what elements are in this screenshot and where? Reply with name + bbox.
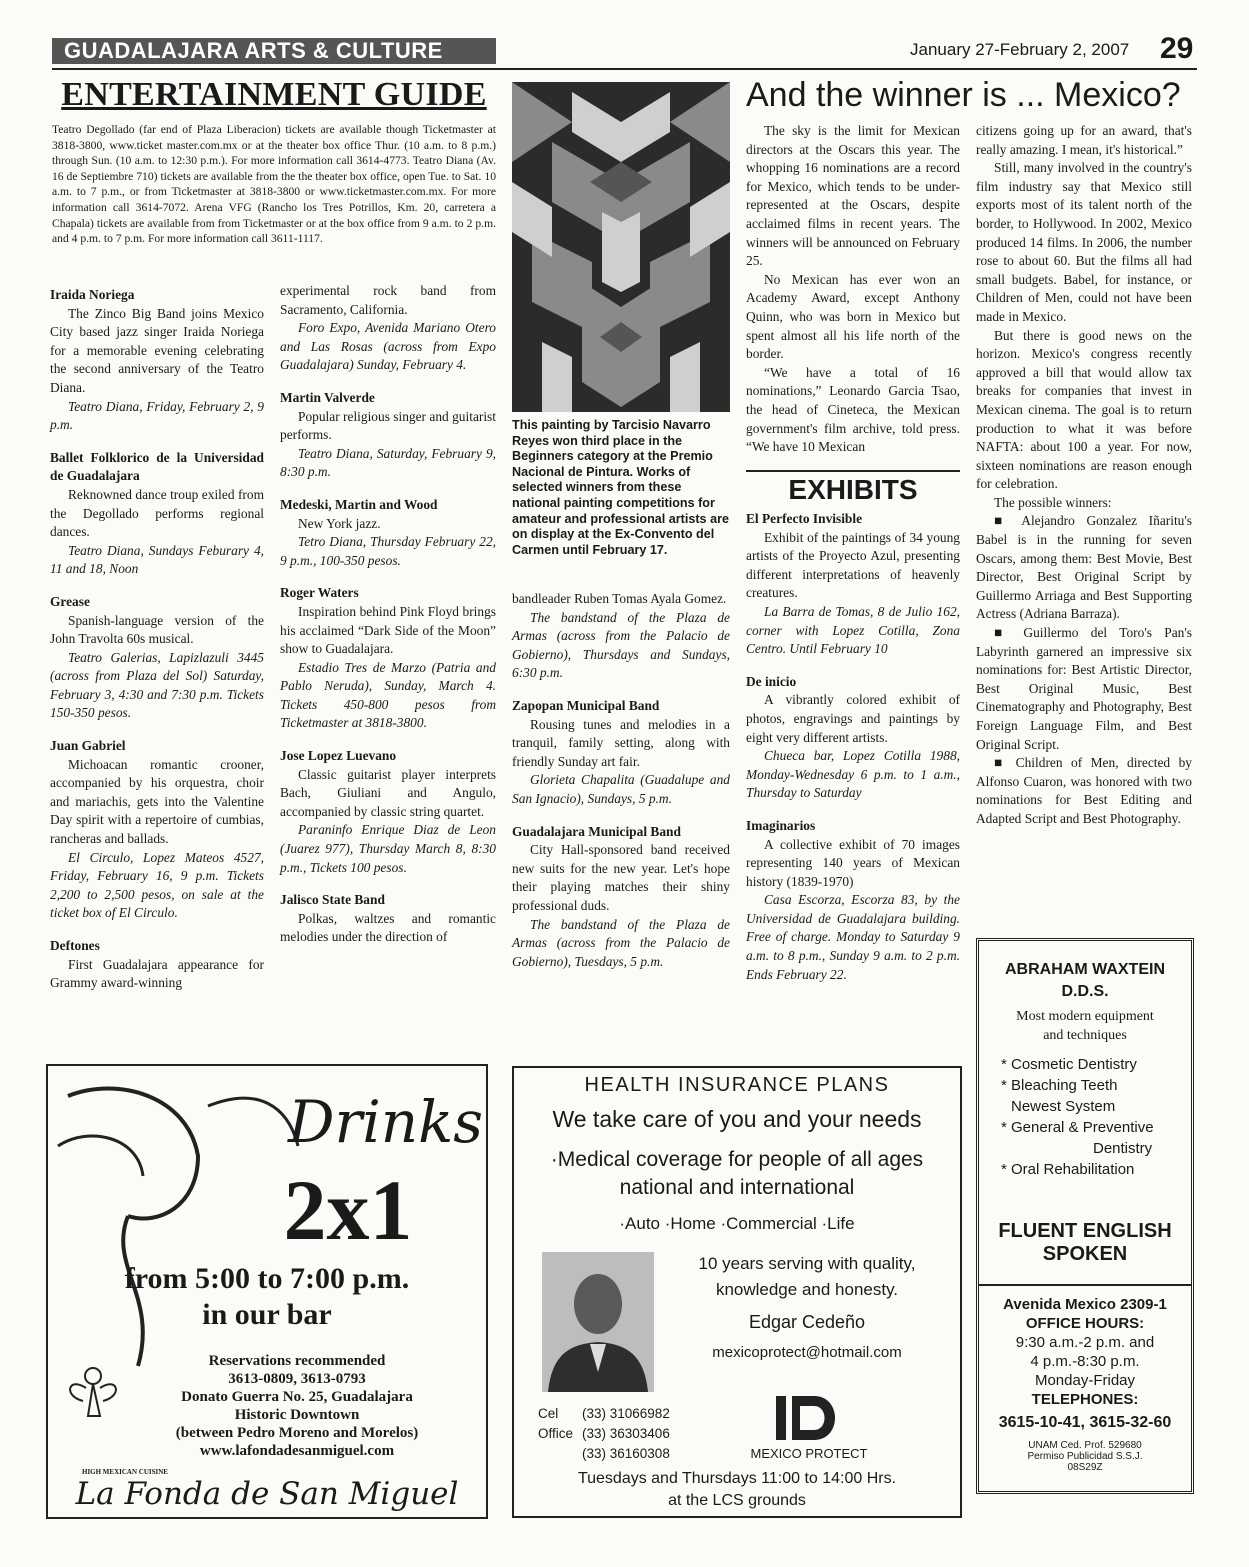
listing-text: New York jazz. <box>298 515 381 531</box>
listing-text: Exhibit of the paintings of 34 young artists of the Proyecto Azul, presenting different interpretations of heavenly creatures. <box>746 529 960 601</box>
service-oral: * Oral Rehabilitation <box>1001 1161 1135 1178</box>
office-number-2: (33) 36160308 <box>582 1446 670 1461</box>
hours-line-2: 4 p.m.-8:30 p.m. <box>1030 1353 1140 1370</box>
dentist-degree: D.D.S. <box>1061 983 1109 1000</box>
office-hours-line-2: at the LCS grounds <box>668 1492 806 1509</box>
listing-text: Polkas, waltzes and romantic melodies under the direction of <box>280 910 496 945</box>
guide-column-1 <box>50 286 264 993</box>
listing-heading: Ballet Folklorico de la Universidad de Guadalajara <box>50 449 264 484</box>
listing-text: Still, many involved in the country's film industry say that Mexico still exports most of its talent north of the border, to Hollywood. In 2002, Mexico produced 14 films. In 2006, the number rose to about 60. But the films all had small budgets. Babel, for instance, or Children of Men, could not have been made in Mexico. <box>976 160 1192 324</box>
listing-heading: De inicio <box>746 673 797 689</box>
listing-venue: Foro Expo, Avenida Mariano Otero and Las Rosas (across from Expo Guadalajara) Sunday, February 4. <box>280 320 496 373</box>
dentist-advertisement <box>976 938 1194 1494</box>
coverage-line-1: ·Medical coverage for people of all ages <box>550 1148 924 1171</box>
listing-text: City Hall-sponsored band received new suits for the new year. Let's hope their playing matches their shiny professional duds. <box>512 842 730 913</box>
dentist-address: Avenida Mexico 2309-1 <box>979 1284 1191 1313</box>
listing-heading: Jose Lopez Luevano <box>280 748 397 764</box>
restaurant-name: La Fonda de San Miguel <box>75 1476 459 1512</box>
reservation-block <box>108 1352 486 1460</box>
listing-venue: The bandstand of the Plaza de Armas (across from the Palacio de Gobierno), Thursdays and Sundays, 6:30 p.m. <box>512 609 730 681</box>
article-headline: And the winner is ... Mexico? <box>746 76 1181 114</box>
listing-text: Classic guitarist player interprets Bach, Giuliani and Angulo, accompanied by classic string quartet. <box>280 766 496 819</box>
listing-heading: Medeski, Martin and Wood <box>280 496 438 512</box>
listing-heading: Grease <box>50 593 90 609</box>
telephones-label: TELEPHONES: <box>1031 1391 1139 1408</box>
listing-venue: Estadio Tres de Marzo (Patria and Pablo Neruda), Sunday, March 4. Tickets 450-800 pesos from Ticketmaster at 3818-3800. <box>280 659 496 731</box>
restaurant-cross-streets: (between Pedro Moreno and Morelos) <box>175 1425 419 1441</box>
listing-venue: Tetro Diana, Thursday February 22, 9 p.m., 100-350 pesos. <box>280 534 496 568</box>
painting-caption: This painting by Tarcisio Navarro Reyes won third place in the Beginners category at the Premio Nacional de Pintura. Works of selected winners from these national painting competitions for amateur and professional artists are on display at the Ex-Convento del Carmen until February 17. <box>512 418 729 557</box>
listing-text: Spanish-language version of the John Travolta 60s musical. <box>50 612 264 647</box>
insurance-slogan: We take care of you and your needs <box>552 1106 922 1132</box>
cuisine-tagline: HIGH MEXICAN CUISINE <box>82 1468 168 1476</box>
english-line-1: FLUENT ENGLISH <box>998 1220 1172 1242</box>
happy-hour-time: from 5:00 to 7:00 p.m. <box>124 1262 410 1295</box>
listing-text: ■ Children of Men, directed by Alfonso Cuaron, was honored with two nominations for Best Editing and Adapted Script and Best Photography. <box>976 755 1192 826</box>
agent-portrait-icon <box>542 1252 654 1392</box>
hours-line-1: 9:30 a.m.-2 p.m. and <box>1015 1334 1155 1351</box>
guide-column-2 <box>280 282 496 947</box>
listing-venue: Glorieta Chapalita (Guadalupe and San Ignacio), Sundays, 5 p.m. <box>512 772 730 806</box>
listing-heading: Roger Waters <box>280 585 359 601</box>
article-column-2 <box>976 122 1192 829</box>
cel-label: Cel <box>538 1406 559 1421</box>
service-cosmetic: * Cosmetic Dentistry <box>1001 1056 1137 1073</box>
reservation-note: Reservations recommended <box>208 1353 386 1369</box>
listing-text: A collective exhibit of 70 images representing 140 years of Mexican history (1839-1970) <box>746 836 960 889</box>
listing-text: ■ Alejandro Gonzalez Iñaritu's Babel is in the running for seven Oscars, among them: Best Movie, Best Director, Best Original Script by Guillermo Arriaga and Best Supporting Actress (Adriana Barraza). <box>976 513 1192 622</box>
listing-heading: Deftones <box>50 938 100 953</box>
listing-text: The sky is the limit for Mexican directors at the Oscars this year. The whopping 16 nominations are a record for Mexico, which tends to be under-represented at the Oscars, despite acclaimed films in recent years. The winners will be announced on February 25. <box>746 123 960 269</box>
listing-text: But there is good news on the horizon. Mexico's congress recently approved a bill that would allow tax breaks for companies that invest in Mexican cinema. The goal is to return production to what it was before NAFTA: about 100 a year. For now, sixteen nominations are reason enough for celebration. <box>976 327 1192 492</box>
listing-venue: Teatro Diana, Sundays Feburary 4, 11 and 18, Noon <box>50 542 264 577</box>
equipment-line-2: and techniques <box>1043 1028 1127 1043</box>
mexico-protect-logo-icon <box>762 1392 852 1444</box>
listing-venue: La Barra de Tomas, 8 de Julio 162, corner with Lopez Cotilla, Zona Centro. Until February 10 <box>746 603 960 657</box>
listing-venue: Casa Escorza, Escorza 83, by the Universidad de Guadalajara building. Free of charge. Monday to Saturday 9 a.m. to 8 p.m., Sunday 9 a.m. to 2 p.m. Ends February 22. <box>746 892 960 982</box>
listing-text: Rousing tunes and melodies in a tranquil, family setting, along with friendly Sunday art fair. <box>512 716 730 769</box>
brand-name: MEXICO PROTECT <box>750 1446 868 1461</box>
experience-line-2: knowledge and honesty. <box>715 1280 899 1299</box>
listing-text: Popular religious singer and guitarist performs. <box>280 408 496 443</box>
listing-text: A vibrantly colored exhibit of photos, engravings and paintings by eight very different artists. <box>746 692 960 745</box>
happy-hour-location: in our bar <box>202 1298 332 1331</box>
office-number: (33) 36303406 <box>582 1426 670 1441</box>
listing-venue: El Circulo, Lopez Mateos 4527, Friday, February 16, 9 p.m. Tickets 2,200 to 2,500 pesos, on sale at the ticket box of El Circulo. <box>50 849 264 921</box>
listing-text: Michoacan romantic crooner, accompanied by his orquestra, choir and mariachis, gets into the Valentine Day spirit with a repertoire of cumbias, rancheras and ballads. <box>50 756 264 847</box>
listing-text: “We have a total of 16 nominations,” Leonardo Garcia Tsao, the head of Cineteca, the Mexican government's film archive, told press. “We have 10 Mexican <box>746 364 960 455</box>
agent-name: Edgar Cedeño <box>748 1312 866 1332</box>
service-bleaching-note: Newest System <box>1011 1098 1116 1115</box>
services-list <box>979 1054 1191 1180</box>
cel-number: (33) 31066982 <box>582 1406 670 1421</box>
listing-heading: Imaginarios <box>746 817 816 833</box>
restaurant-address: Donato Guerra No. 25, Guadalajara <box>181 1389 413 1405</box>
english-line-2: SPOKEN <box>1042 1243 1128 1265</box>
promo-2x1: 2x1 <box>283 1162 413 1258</box>
listing-venue: Paraninfo Enrique Diaz de Leon (Juarez 977), Thursday March 8, 8:30 p.m., Tickets 100 pesos. <box>280 822 496 875</box>
listing-text: Reknowned dance troup exiled from the Degollado performs regional dances. <box>50 486 264 540</box>
experience-line-1: 10 years serving with quality, <box>698 1254 916 1273</box>
service-bleaching: * Bleaching Teeth <box>1001 1077 1118 1094</box>
listing-continuation: experimental rock band from Sacramento, California. <box>280 283 496 317</box>
listing-continuation: citizens going up for an award, that's really amazing. I mean, it's historical.” <box>976 123 1192 157</box>
listing-heading: Juan Gabriel <box>50 738 126 754</box>
listing-heading: Zapopan Municipal Band <box>512 697 660 713</box>
header-rule <box>52 68 1197 70</box>
agent-email[interactable]: mexicoprotect@hotmail.com <box>712 1344 902 1361</box>
angel-icon <box>58 1356 128 1426</box>
insurance-title: HEALTH INSURANCE PLANS <box>584 1074 890 1096</box>
painting-image <box>512 82 730 412</box>
listing-heading: El Perfecto Invisible <box>746 511 863 526</box>
listing-venue: Chueca bar, Lopez Cotilla 1988, Monday-Wednesday 6 p.m. to 1 a.m., Thursday to Saturday <box>746 748 960 801</box>
dentist-name: ABRAHAM WAXTEIN <box>1005 961 1165 978</box>
phone-labels <box>538 1404 573 1444</box>
restaurant-area: Historic Downtown <box>234 1407 360 1423</box>
issue-date: January 27-February 2, 2007 <box>910 40 1130 59</box>
license-line-2: Permiso Publicidad S.S.J. <box>1027 1451 1143 1462</box>
office-hours-line-1: Tuesdays and Thursdays 11:00 to 14:00 Hrs. <box>577 1470 897 1487</box>
coverage-line-2: national and international <box>619 1176 855 1199</box>
article-column-1 <box>746 122 960 457</box>
page-number: 29 <box>1160 32 1194 65</box>
venue-intro: Teatro Degollado (far end of Plaza Liberacion) tickets are available though Ticketmaster at 3818-3800, www.ticket master.com.mx or at the theater box office Thur. (10 a.m. to 8 p.m.) through Sun. (10 a.m. to 12:30 p.m.). For more information call 3614-4773. Teatro Diana (Av. 16 de Septiembre 710) tickets are available from the the theater box office, open Tue. to Sat. 10 a.m. to 7 p.m., or from Ticketmaster at 3818-3800 or www.ticketmaster.com.mx. For more information call 3614-7072. Arena VFG (Rancho los Tres Potrillos, Km. 20, carretera a Chapala) tickets are available from from Ticketmaster or at the box office from 9 a.m. to 2 p.m. and 4 p.m. to 7 p.m. For more information call 3611-1117. <box>52 123 496 246</box>
listing-venue: Teatro Diana, Saturday, February 9, 8:30 p.m. <box>280 445 496 480</box>
exhibits-column <box>746 510 960 984</box>
license-line-1: UNAM Ced. Prof. 529680 <box>1028 1440 1142 1451</box>
listing-text: ■ Guillermo del Toro's Pan's Labyrinth garnered an impressive six nominations for: Best Artistic Director, Best Original Music, Best Cinematography and Photography, Best Foreign Language Film, and Best Original Script. <box>976 625 1192 752</box>
service-general: * General & Preventive <box>1001 1119 1154 1136</box>
agent-photo <box>542 1252 654 1392</box>
restaurant-website[interactable]: www.lafondadesanmiguel.com <box>199 1443 395 1459</box>
exhibits-title: EXHIBITS <box>746 470 960 506</box>
equipment-line-1: Most modern equipment <box>1016 1009 1154 1024</box>
office-label: Office <box>538 1426 574 1441</box>
service-general-note: Dentistry <box>1093 1140 1153 1157</box>
dentist-telephones: 3615-10-41, 3615-32-60 <box>998 1414 1172 1431</box>
listing-venue: Teatro Diana, Friday, February 2, 9 p.m. <box>50 398 264 433</box>
listing-continuation: bandleader Ruben Tomas Ayala Gomez. <box>512 591 727 606</box>
listing-heading: Martin Valverde <box>280 389 375 405</box>
phone-numbers <box>582 1404 670 1464</box>
license-line-3: 08S29Z <box>1067 1462 1103 1473</box>
section-banner: GUADALAJARA ARTS & CULTURE <box>52 38 496 64</box>
listing-heading: Guadalajara Municipal Band <box>512 823 681 839</box>
listing-text: No Mexican has ever won an Academy Award, except Anthony Quinn, who was born in Mexico but spent almost all his life north of the border. <box>746 271 960 362</box>
listing-heading: Iraida Noriega <box>50 287 135 302</box>
listing-heading: Jalisco State Band <box>280 892 385 908</box>
insurance-lines: ·Auto ·Home ·Commercial ·Life <box>619 1214 855 1233</box>
listing-venue: Teatro Galerias, Lapizlazuli 3445 (across from Plaza del Sol) Saturday, February 3, 4:30 and 7:30 p.m. Tickets 150-350 pesos. <box>50 649 264 721</box>
listing-text: Inspiration behind Pink Floyd brings his acclaimed “Dark Side of the Moon” show to Guadalajara. <box>280 603 496 657</box>
insurance-advertisement <box>512 1066 962 1518</box>
listing-text: The Zinco Big Band joins Mexico City based jazz singer Iraida Noriega for a memorable evening celebrating the second anniversary of the Teatro Diana. <box>50 305 264 395</box>
listing-text: The possible winners: <box>994 494 1112 510</box>
reservation-phones: 3613-0809, 3613-0793 <box>228 1371 366 1387</box>
drinks-script: Drinks <box>288 1088 484 1156</box>
painting-artwork <box>512 82 730 412</box>
office-hours-label: OFFICE HOURS: <box>1025 1315 1145 1332</box>
entertainment-guide-title: ENTERTAINMENT GUIDE <box>61 76 487 113</box>
hours-line-3: Monday-Friday <box>1034 1372 1136 1389</box>
fonda-advertisement <box>46 1064 488 1519</box>
guide-column-3 <box>512 590 730 971</box>
listing-venue: The bandstand of the Plaza de Armas (across from the Palacio de Gobierno), Tuesdays, 5 p.m. <box>512 916 730 969</box>
listing-text: First Guadalajara appearance for Grammy award-winning <box>50 956 264 991</box>
